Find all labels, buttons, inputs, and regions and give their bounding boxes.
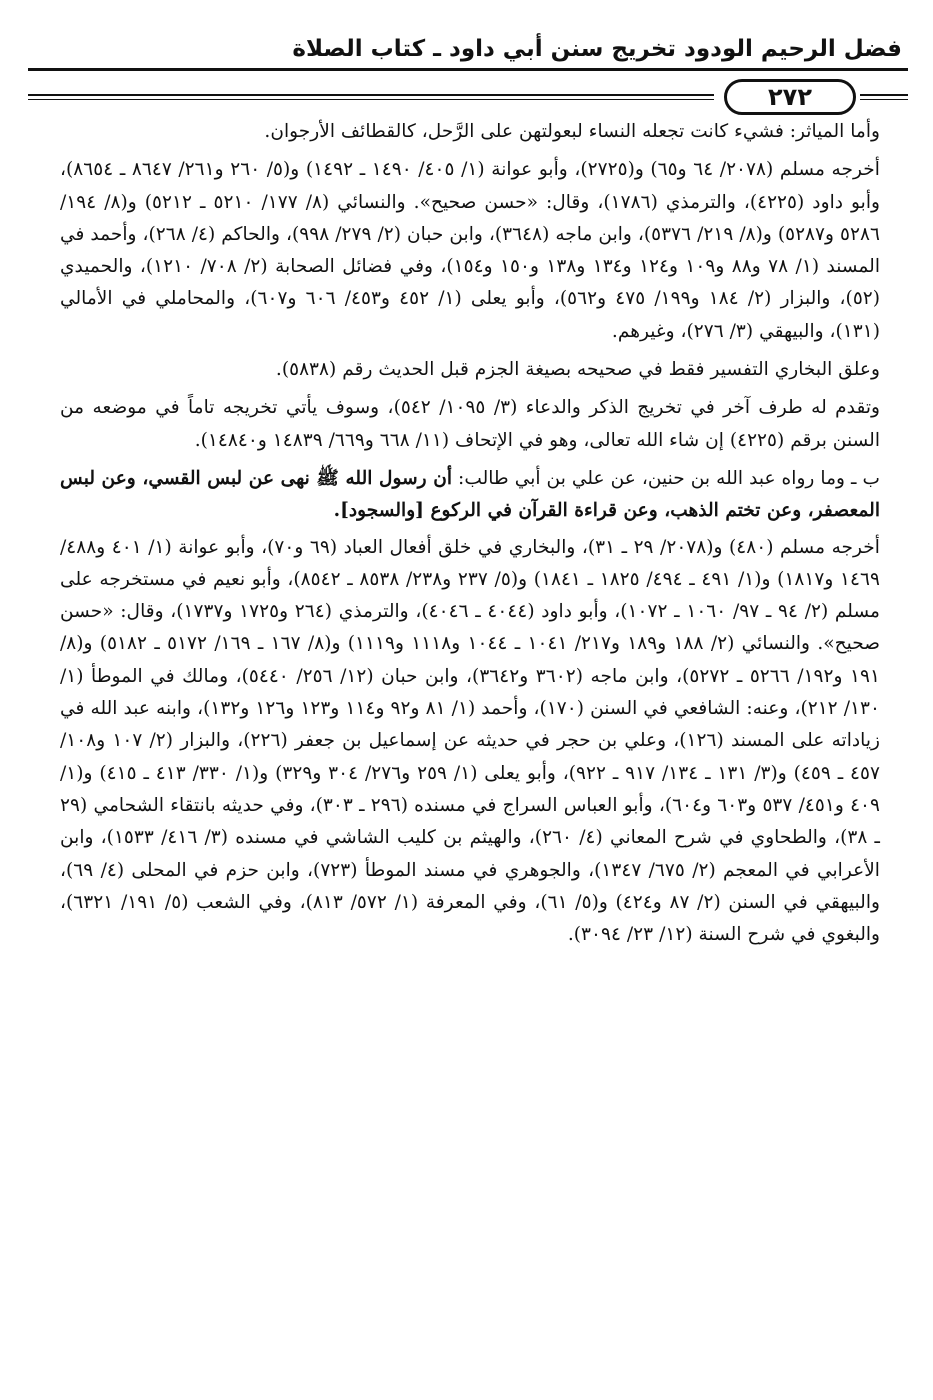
hadith-b-matn: أن رسول الله ﷺ نهى عن لبس القسي، وعن لبس المعصفر، وعن تختم الذهب، وعن قراءة القرآن في الركوع [والسجود]. bbox=[60, 467, 880, 522]
page-header bbox=[28, 22, 908, 111]
paragraph-hadith-b bbox=[60, 463, 880, 528]
header-rule-lower-right-thin bbox=[860, 99, 908, 100]
page-number: ٢٧٢ bbox=[724, 79, 856, 115]
running-title: فضل الرحيم الودود تخريج سنن أبي داود ـ كتاب الصلاة bbox=[292, 36, 902, 62]
hadith-b-isnad: ب ـ وما رواه عبد الله بن حنين، عن علي بن أبي طالب: bbox=[452, 467, 880, 489]
paragraph-cross-reference: وتقدم له طرف آخر في تخريج الذكر والدعاء (٣/ ١٠٩٥/ ٥٤٢)، وسوف يأتي تخريجه تاماً في موضعه من السنن برقم (٤٢٢٥) إن شاء الله تعالى، وهو في الإتحاف (١١/ ٦٦٨ و٦٦٩/ ١٤٨٣٩ و١٤٨٤٠). bbox=[60, 397, 881, 451]
page-body bbox=[60, 116, 880, 957]
header-rule-lower-right bbox=[860, 94, 908, 96]
header-rule-lower-thin bbox=[28, 99, 714, 100]
paragraph-mayathir: وأما المياثر: فشيء كانت تجعله النساء لبعولتهن على الرَّحل، كالقطائف الأرجوان. bbox=[264, 121, 880, 142]
paragraph-takhrij-b: أخرجه مسلم (٤٨٠) و(٢٠٧٨/ ٢٩ ـ ٣١)، والبخاري في خلق أفعال العباد (٦٩ و٧٠)، وأبو عوانة (١/ ٤٠١ و٤٨٨/ ١٤٦٩ و١٨١٧) و(١/ ٤٩١ ـ ٤٩٤/ ١٨٢٥ ـ ١٨٤١) و(٥/ ٢٣٧ و٢٣٨/ ٨٥٣٨ ـ ٨٥٤٢)، وأبو نعيم في مستخرجه على مسلم (٢/ ٩٤ ـ ٩٧/ ١٠٦٠ ـ ١٠٧٢)، وأبو داود (٤٠٤٤ ـ ٤٠٤٦)، والترمذي (٢٦٤ و١٧٢٥ و١٧٣٧)، وقال: «حسن صحيح». والنسائي (٢/ ١٨٨ و١٨٩ و٢١٧/ ١٠٤١ ـ ١٠٤٤ و١١١٨ و١١١٩) و(٨/ ١٦٧ ـ ١٦٩/ ٥١٧٢ ـ ٥١٨٢) و(٨/ ١٩١ و١٩٢/ ٥٢٦٦ ـ ٥٢٧٢)، وابن ماجه (٣٦٠٢ و٣٦٤٢)، وابن حبان (١٢/ ٢٥٦/ ٥٤٤٠)، ومالك في الموطأ (١/ ١٣٠/ ٢١٢)، وعنه: الشافعي في السنن (١٧٠)، وأحمد (١/ ٨١ و٩٢ و١١٤ و١٢٣ و١٢٦ و١٣٢)، وابنه عبد الله في زياداته على المسند (١٢٦)، وعلي بن حجر في حديثه عن إسماعيل بن جعفر (٢٢٦)، والبزار (٢/ ١٠٧ و١٠٨/ ٤٥٧ ـ ٤٥٩) و(٣/ ١٣١ ـ ١٣٤/ ٩١٧ ـ ٩٢٢)، وأبو يعلى (١/ ٢٥٩ و٢٧٦/ ٣٠٤ و٣٢٩) و(١/ ٣٣٠/ ٤١٣ ـ ٤١٥) و(١/ ٤٠٩ و٤٥١/ ٥٣٧ و٦٠٣ و٦٠٤)، وأبو العباس السراج في مسنده (٢٩٦ ـ ٣٠٣)، وفي حديثه بانتقاء الشحامي (٢٩ ـ ٣٨)، والطحاوي في شرح المعاني (٤/ ٢٦٠)، والهيثم بن كليب الشاشي في مسنده (٣/ ٤١٦/ ١٥٣٣)، وابن الأعرابي في المعجم (٢/ ٦٧٥/ ١٣٤٧)، والجوهري في مسند الموطأ (٧٢٣)، وابن حزم في المحلى (٤/ ٦٩)، والبيهقي في السنن (٢/ ٨٧ و٤٢٤) و(٥/ ٦١)، وفي المعرفة (١/ ٥٧٢/ ٨١٣)، وفي الشعب (٥/ ١٩١/ ٦٣٢١)، والبغوي في شرح السنة (١٢/ ٢٣/ ٣٠٩٤). bbox=[60, 536, 881, 946]
paragraph-takhrij-a: أخرجه مسلم (٢٠٧٨/ ٦٤ و٦٥) و(٢٧٢٥)، وأبو عوانة (١/ ٤٠٥/ ١٤٩٠ ـ ١٤٩٢) و(٥/ ٢٦٠ و٢٦١/ ٨٦٤٧ ـ ٨٦٥٤)، وأبو داود (٤٢٢٥)، والترمذي (١٧٨٦)، وقال: «حسن صحيح». والنسائي (٨/ ١٧٧/ ٥٢١٠ ـ ٥٢١٢) و(٨/ ١٩٤/ ٥٢٨٦ و٥٢٨٧) و(٨/ ٢١٩/ ٥٣٧٦)، وابن ماجه (٣٦٤٨)، وابن حبان (٢/ ٢٧٩/ ٩٩٨)، والحاكم (٤/ ٢٦٨)، وأحمد في المسند (١/ ٧٨ و٨٨ و١٠٩ و١٢٤ و١٣٤ و١٣٨ و١٥٠ و١٥٤)، وفي فضائل الصحابة (٢/ ٧٠٨/ ١٢١٠)، والحميدي (٥٢)، والبزار (٢/ ١٨٤ و١٩٩/ ٤٧٥ و٥٦٢)، وأبو يعلى (١/ ٤٥٢ و٤٥٣/ ٦٠٦ و٦٠٧)، والمحاملي في الأمالي (١٣١)، والبيهقي (٣/ ٢٧٦)، وغيرهم. bbox=[60, 159, 881, 342]
header-rule bbox=[28, 68, 908, 71]
header-rule-lower bbox=[28, 94, 714, 96]
paragraph-bukhari-note: وعلق البخاري التفسير فقط في صحيحه بصيغة الجزم قبل الحديث رقم (٥٨٣٨). bbox=[275, 359, 880, 381]
